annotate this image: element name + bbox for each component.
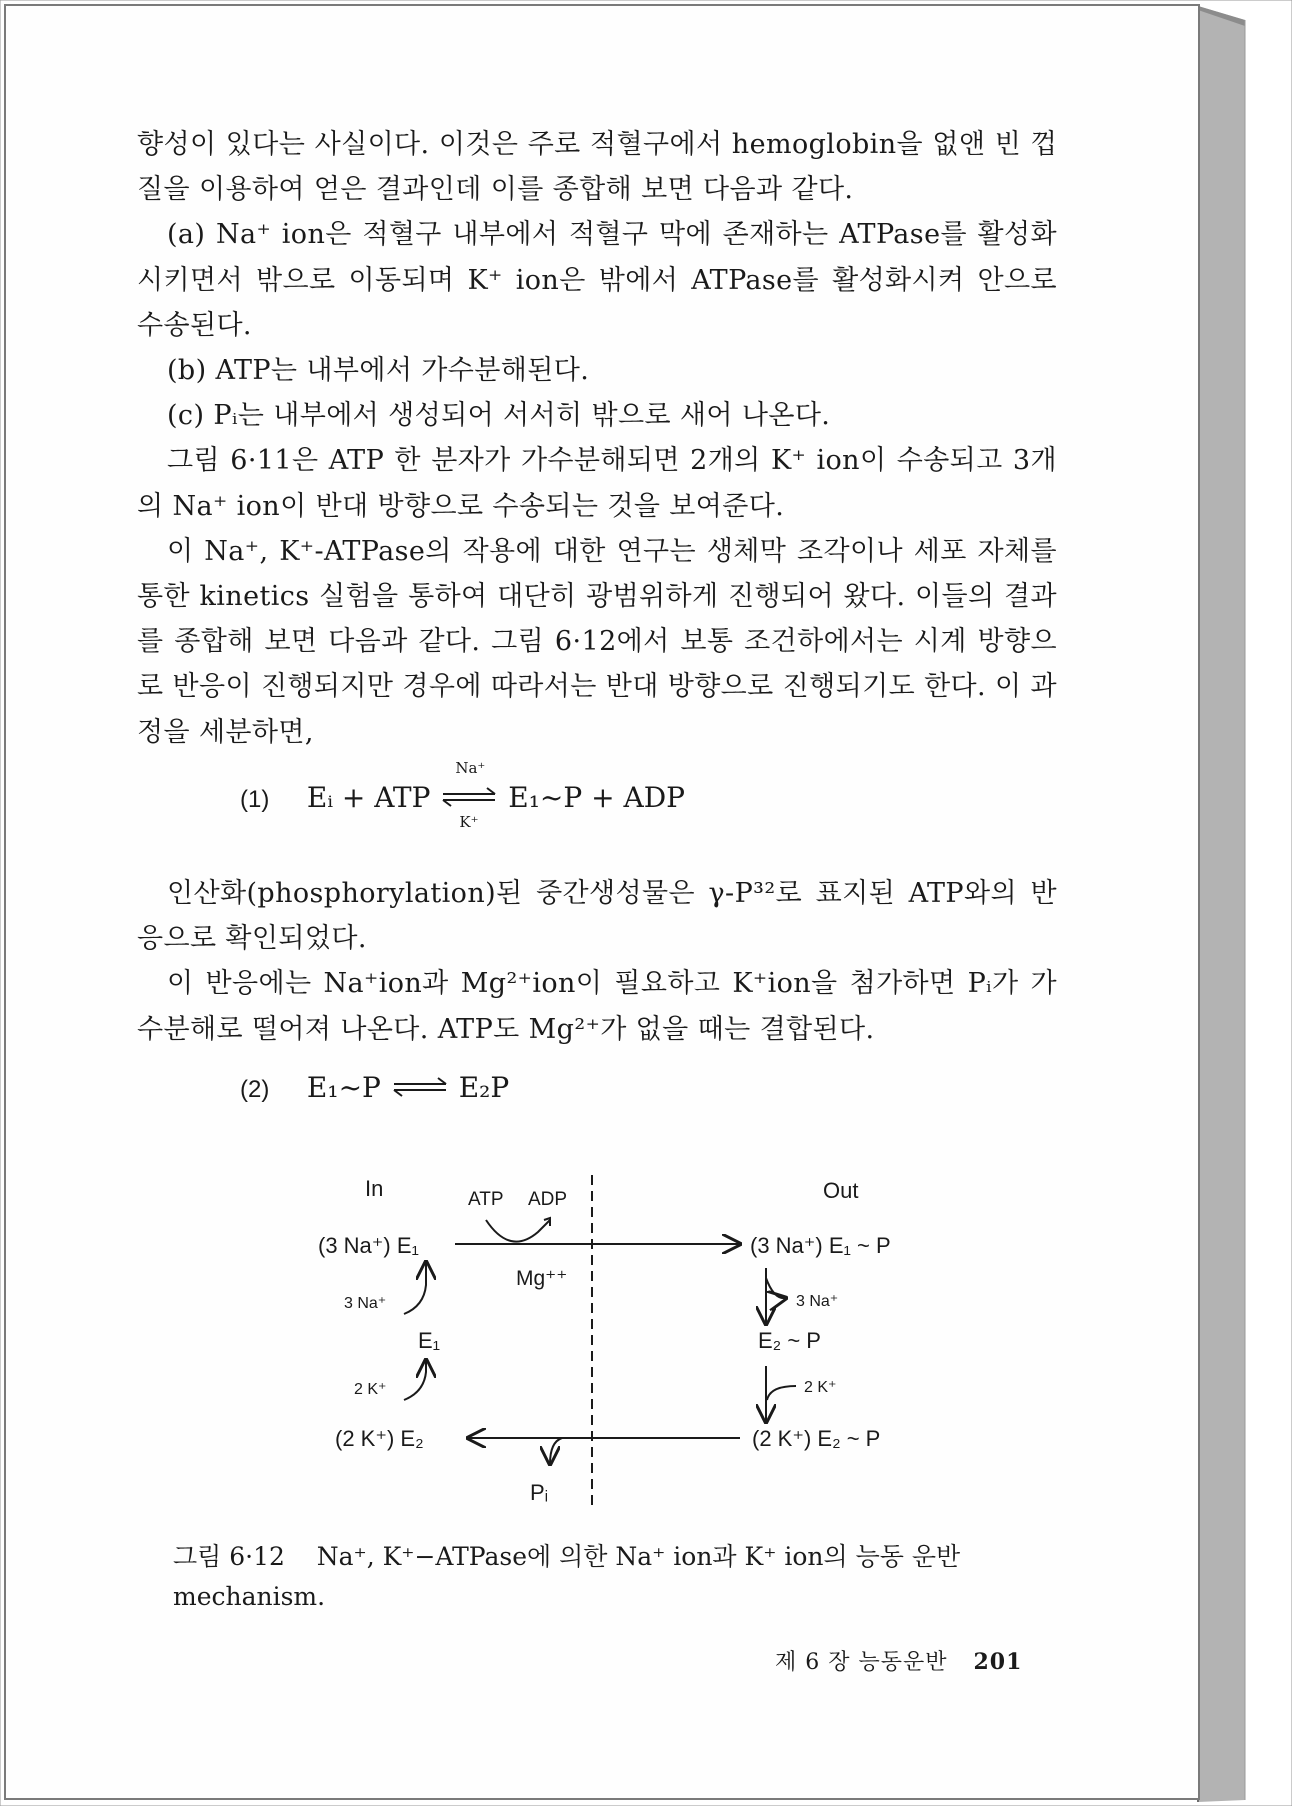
- state-middle-left: E₁: [418, 1328, 441, 1353]
- equation-1-below: K⁺: [459, 813, 479, 831]
- paragraph-mg: 이 반응에는 Na⁺ion과 Mg²⁺ion이 필요하고 K⁺ion을 첨가하면 Pᵢ가 가수분해로 떨어져 나온다. ATP도 Mg²⁺가 없을 때는 결합된다.: [137, 968, 1057, 1045]
- k-left-label: 2 K⁺: [354, 1381, 387, 1398]
- k-binding-curve: [767, 1386, 796, 1400]
- equation-2-right: E₂P: [458, 1071, 510, 1104]
- equation-1-number: (1): [240, 786, 270, 813]
- paragraph-intro: 향성이 있다는 사실이다. 이것은 주로 적혈구에서 hemoglobin을 없앤 빈 껍질을 이용하여 얻은 결과인데 이를 종합해 보면 다음과 같다.: [137, 129, 1057, 206]
- body-text-upper: [137, 122, 1057, 755]
- state-top-right: (3 Na⁺) E₁ ~ P: [750, 1233, 891, 1258]
- equation-1-left: Eᵢ + ATP: [306, 781, 431, 814]
- page-footer: [775, 1645, 1022, 1676]
- chapter-title: 제 6 장 능동운반: [775, 1650, 948, 1675]
- body-text-middle: [137, 871, 1057, 1052]
- pi-release-curve: [550, 1438, 562, 1464]
- equilibrium-arrow-icon: [439, 783, 499, 813]
- atp-label: ATP: [468, 1189, 504, 1210]
- atp-adp-curve: [486, 1220, 550, 1242]
- equation-2-number: (2): [240, 1076, 270, 1103]
- equation-2: [240, 1071, 509, 1104]
- equation-2-left: E₁~P: [306, 1071, 381, 1104]
- caption-label: 그림 6·12: [173, 1542, 285, 1571]
- adp-label: ADP: [528, 1189, 568, 1210]
- k-right-label: 2 K⁺: [804, 1379, 837, 1396]
- paragraph-c: (c) Pᵢ는 내부에서 생성되어 서서히 밖으로 새어 나온다.: [167, 400, 831, 432]
- state-bottom-right: (2 K⁺) E₂ ~ P: [752, 1426, 881, 1451]
- state-top-left: (3 Na⁺) E₁: [318, 1233, 419, 1258]
- mg-label: Mg⁺⁺: [516, 1267, 568, 1290]
- na-right-label: 3 Na⁺: [796, 1293, 839, 1310]
- na-k-pump-diagram: [300, 1160, 960, 1520]
- paragraph-kinetics: 이 Na⁺, K⁺-ATPase의 작용에 대한 연구는 생체막 조각이나 세포 자체를 통한 kinetics 실험을 통하여 대단히 광범위하게 진행되어 왔다. 이들의 결과를 종합해 보면 다음과 같다. 그림 6·12에서 보통 조건하에서는 시계 방향으로 반응이 진행되지만 경우에 따라서는 반대 방향으로 진행되기도 한다. 이 과정을 세분하면,: [137, 535, 1057, 748]
- equation-1-right: E₁~P + ADP: [508, 781, 686, 814]
- state-bottom-left: (2 K⁺) E₂: [335, 1426, 424, 1451]
- paragraph-a: (a) Na⁺ ion은 적혈구 내부에서 적혈구 막에 존재하는 ATPase를 활성화시키면서 밖으로 이동되며 K⁺ ion은 밖에서 ATPase를 활성화시켜 안으로 수송된다.: [137, 219, 1057, 341]
- na-release-curve: [766, 1278, 786, 1298]
- caption-text: Na⁺, K⁺−ATPase에 의한 Na⁺ ion과 K⁺ ion의 능동 운반 mechanism.: [173, 1542, 961, 1611]
- arrow-left-upper: [404, 1262, 426, 1314]
- na-left-label: 3 Na⁺: [344, 1295, 387, 1312]
- equation-1-arrow: [439, 759, 499, 831]
- equation-1: [240, 759, 686, 831]
- in-label: In: [365, 1176, 384, 1201]
- page-number: 201: [973, 1649, 1023, 1675]
- paragraph-fig611: 그림 6·11은 ATP 한 분자가 가수분해되면 2개의 K⁺ ion이 수송되고 3개의 Na⁺ ion이 반대 방향으로 수송되는 것을 보여준다.: [137, 445, 1057, 522]
- pi-label: Pᵢ: [530, 1480, 549, 1505]
- equation-1-above: Na⁺: [455, 759, 486, 777]
- paragraph-phosphorylation: 인산화(phosphorylation)된 중간생성물은 γ-P³²로 표지된 ATP와의 반응으로 확인되었다.: [137, 878, 1057, 955]
- paragraph-b: (b) ATP는 내부에서 가수분해된다.: [167, 355, 590, 387]
- arrow-left-lower: [404, 1360, 426, 1400]
- figure-caption: [173, 1537, 1033, 1617]
- equilibrium-arrow-icon: [390, 1073, 450, 1103]
- state-middle-right: E₂ ~ P: [758, 1328, 821, 1353]
- out-label: Out: [823, 1178, 859, 1203]
